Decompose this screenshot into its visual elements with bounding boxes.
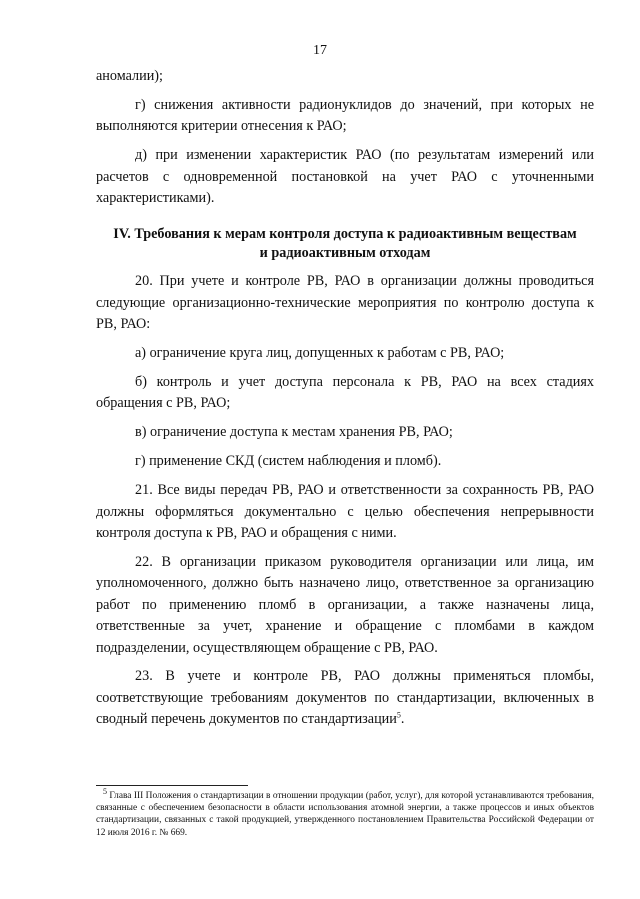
paragraph-item-d: д) при изменении характеристик РАО (по результатам измерений или расчетов с одновременной постановкой на учет РАО с уточненными характеристиками). — [96, 147, 594, 207]
paragraph-23 — [96, 666, 594, 730]
list-item-a: а) ограничение круга лиц, допущенных к работам с РВ, РАО; — [135, 345, 505, 362]
list-item-v: в) ограничение доступа к местам хранения РВ, РАО; — [135, 424, 453, 441]
paragraph-item-g: г) снижения активности радионуклидов до значений, при которых не выполняются критерии отнесения к РАО; — [96, 96, 594, 135]
footnote-divider — [96, 785, 248, 786]
footnote — [96, 786, 594, 839]
footnote-marker: 5 — [103, 786, 107, 796]
paragraph-20: 20. При учете и контроле РВ, РАО в организации должны проводиться следующие организационно-технические мероприятия по контролю доступа к РВ, РАО: — [96, 273, 594, 333]
paragraph-continuation: аномалии); — [96, 68, 163, 84]
document-body — [96, 66, 594, 738]
paragraph-23-text: 23. В учете и контроле РВ, РАО должны применяться пломбы, соответствующие требованиям документов по стандартизации, включенных в сводный перечень документов по стандартизации — [96, 668, 594, 728]
list-item-g: г) применение СКД (систем наблюдения и пломб). — [135, 453, 442, 470]
paragraph-22: 22. В организации приказом руководителя организации или лица, им уполномоченного, должно быть назначено лицо, ответственное за организацию работ по применению пломб в организации, а также назначены лица, ответственные за учет, хранение и обращение с пломбами в каждом подразделении, осуществляющем обращение с РВ, РАО. — [96, 553, 594, 656]
page-number: 17 — [313, 43, 327, 58]
paragraph-23-end: . — [400, 711, 405, 728]
footnote-text: Глава III Положения о стандартизации в отношении продукции (работ, услуг), для которой устанавливаются требования, связанные с обеспечением безопасности в области использования атомной энергии, а также процессов и иных объектов стандартизации, связанных с такой продукцией, утвержденного постановлением Правительства Российской Федерации от 12 июля 2016 г. № 669. — [96, 791, 594, 838]
section-heading — [96, 225, 594, 263]
paragraph-21: 21. Все виды передач РВ, РАО и ответственности за сохранность РВ, РАО должны оформляться документально с целью обеспечения непрерывности контроля доступа к РВ, РАО и обращения с ними. — [96, 482, 594, 541]
section-heading-line1: IV. Требования к мерам контроля доступа к радиоактивным веществам — [113, 226, 577, 243]
list-item-b: б) контроль и учет доступа персонала к РВ, РАО на всех стадиях обращения с РВ, РАО; — [96, 374, 594, 412]
section-heading-line2: и радиоактивным отходам — [259, 245, 431, 262]
footnote-reference[interactable]: 5 — [396, 710, 401, 720]
